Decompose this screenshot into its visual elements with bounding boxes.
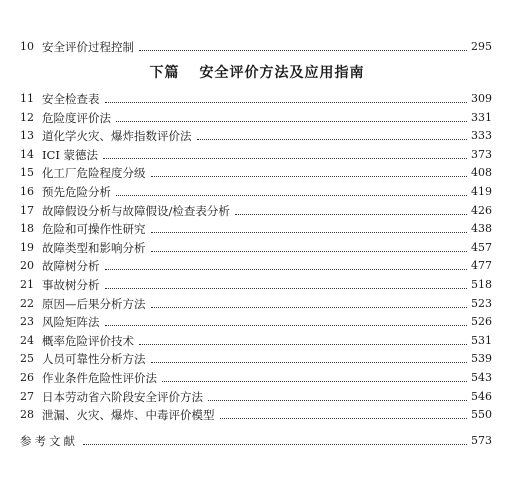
entry-title: 人员可靠性分析方法 <box>42 352 146 367</box>
dot-leader <box>103 157 467 159</box>
entry-number: 24 <box>20 333 34 347</box>
dot-leader <box>162 380 467 382</box>
entry-page: 550 <box>471 408 492 422</box>
entry-title: 故障树分析 <box>42 259 100 274</box>
dot-leader <box>105 101 468 103</box>
entry-title: 预先危险分析 <box>42 185 111 199</box>
entry-page: 408 <box>471 166 492 180</box>
entry-title: 日本劳动省六阶段安全评价方法 <box>42 389 203 404</box>
entry-title: 事故树分析 <box>42 278 100 292</box>
entry-title: 危险度评价法 <box>42 110 111 125</box>
toc-entry[interactable] <box>20 239 492 257</box>
toc-entry[interactable] <box>20 369 492 387</box>
toc-entry[interactable] <box>20 183 492 201</box>
entry-number: 26 <box>20 371 34 384</box>
dot-leader <box>151 231 468 233</box>
entry-title: 化工厂危险程度分级 <box>42 166 146 181</box>
entry-page: 539 <box>471 352 492 366</box>
dot-leader <box>151 361 468 363</box>
entry-page: 295 <box>471 40 492 53</box>
dot-leader <box>151 250 468 252</box>
dot-leader <box>220 417 468 419</box>
entry-number: 17 <box>20 203 34 217</box>
toc-entry[interactable] <box>20 109 492 127</box>
entry-number: 14 <box>20 147 34 161</box>
dot-leader <box>151 306 468 308</box>
entry-number: 25 <box>20 352 34 366</box>
toc-entry-10[interactable] <box>20 38 492 56</box>
entry-page: 331 <box>471 110 492 124</box>
entry-title: 安全评价过程控制 <box>42 40 134 54</box>
toc-entry[interactable] <box>20 332 492 350</box>
entry-page: 373 <box>471 147 492 161</box>
entry-number: 22 <box>20 296 34 310</box>
entry-page: 333 <box>471 129 492 143</box>
toc-entry[interactable] <box>20 388 492 406</box>
entry-title: 道化学火灾、爆炸指数评价法 <box>42 129 192 144</box>
entry-title: 故障类型和影响分析 <box>42 240 146 255</box>
dot-leader <box>116 194 467 196</box>
entry-page: 419 <box>471 185 492 198</box>
entry-page: 438 <box>471 222 492 236</box>
entry-number: 16 <box>20 185 34 198</box>
entry-number: 20 <box>20 259 34 273</box>
dot-leader <box>105 287 468 289</box>
entry-page: 426 <box>471 203 492 217</box>
entry-page: 523 <box>471 296 492 310</box>
dot-leader <box>139 49 467 51</box>
entry-page: 531 <box>471 333 492 347</box>
entry-number: 27 <box>20 389 34 403</box>
dot-leader <box>105 268 468 270</box>
entry-title: 原因—后果分析方法 <box>42 296 146 311</box>
entry-page: 457 <box>471 240 492 254</box>
toc-entry-references[interactable] <box>20 432 492 450</box>
toc-entry[interactable] <box>20 406 492 424</box>
entry-title: ICI 蒙德法 <box>42 147 99 162</box>
toc-entry[interactable] <box>20 146 492 164</box>
dot-leader <box>83 443 467 445</box>
entry-page: 309 <box>471 92 492 105</box>
toc-entry[interactable] <box>20 276 492 294</box>
entry-number: 12 <box>20 110 34 124</box>
toc-entry[interactable] <box>20 257 492 275</box>
entry-number: 18 <box>20 222 34 236</box>
entry-page: 543 <box>471 371 492 384</box>
entry-page: 477 <box>471 259 492 273</box>
dot-leader <box>208 399 467 401</box>
part-label: 下篇 <box>149 65 180 81</box>
entry-title: 作业条件危险性评价法 <box>42 371 157 385</box>
part-title: 安全评价方法及应用指南 <box>199 65 365 81</box>
toc-entry[interactable] <box>20 90 492 108</box>
entry-number: 23 <box>20 315 34 329</box>
entry-page: 518 <box>471 278 492 291</box>
entry-title: 泄漏、火灾、爆炸、中毒评价模型 <box>42 408 215 423</box>
toc-entry[interactable] <box>20 127 492 145</box>
dot-leader <box>139 343 467 345</box>
toc-entry[interactable] <box>20 350 492 368</box>
entry-number: 21 <box>20 278 34 291</box>
entry-page: 546 <box>471 389 492 403</box>
entry-number: 13 <box>20 129 34 143</box>
dot-leader <box>105 324 468 326</box>
toc-entry[interactable] <box>20 164 492 182</box>
toc-entry[interactable] <box>20 220 492 238</box>
dot-leader <box>116 120 467 122</box>
toc-entry[interactable] <box>20 202 492 220</box>
dot-leader <box>235 213 467 215</box>
entry-number: 28 <box>20 408 34 422</box>
entry-number: 19 <box>20 240 34 254</box>
entry-title: 安全检查表 <box>42 92 100 106</box>
entry-title: 风险矩阵法 <box>42 315 100 330</box>
toc-entry[interactable] <box>20 313 492 331</box>
references-title: 参考文献 <box>20 434 78 448</box>
references-page: 573 <box>471 434 492 447</box>
entry-page: 526 <box>471 315 492 329</box>
dot-leader <box>151 175 468 177</box>
entry-title: 概率危险评价技术 <box>42 333 134 348</box>
entry-number: 11 <box>20 92 34 105</box>
toc-entry[interactable] <box>20 295 492 313</box>
part-heading <box>0 62 514 82</box>
dot-leader <box>197 138 468 140</box>
entry-title: 故障假设分析与故障假设/检查表分析 <box>42 203 230 218</box>
entry-number: 15 <box>20 166 34 180</box>
entry-number: 10 <box>20 40 34 53</box>
entry-title: 危险和可操作性研究 <box>42 222 146 237</box>
